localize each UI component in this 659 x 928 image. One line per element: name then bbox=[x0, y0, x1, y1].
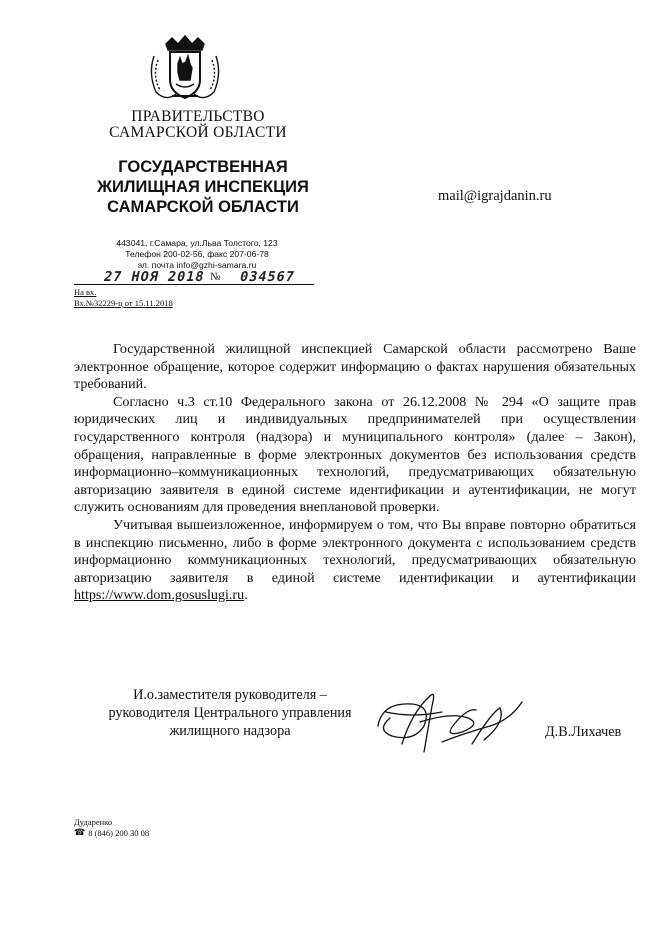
signer-name: Д.В.Лихачев bbox=[545, 724, 622, 740]
government-title-line1: ПРАВИТЕЛЬСТВО bbox=[131, 108, 265, 125]
phone-icon: ☎ bbox=[74, 828, 86, 838]
inspection-title-line1: ГОСУДАРСТВЕННАЯ bbox=[118, 158, 288, 176]
inspection-title-line2: ЖИЛИЩНАЯ ИНСПЕКЦИЯ bbox=[97, 178, 309, 196]
email-line: эл. почта info@gzhi-samara.ru bbox=[137, 260, 257, 270]
number-label: № bbox=[210, 271, 221, 283]
inspection-title-line3: САМАРСКОЙ ОБЛАСТИ bbox=[107, 198, 299, 216]
signer-position-line1: И.о.заместителя руководителя – bbox=[133, 687, 327, 703]
address-line: 443041, г.Самара, ул.Льва Толстого, 123 bbox=[116, 238, 278, 248]
body-paragraph-3-text: Учитывая вышеизложенное, информируем о том, что Вы вправе повторно обратиться в инспекцию письменно, либо в форме электронного документа с использованием средств информационно коммуникационных технологий, предусматривающих обязательную авторизацию заявителя в единой системе идентификации и аутентификации bbox=[74, 516, 636, 586]
gosuslugi-link[interactable]: https://www.dom.gosuslugi.ru bbox=[74, 587, 245, 604]
executor-name: Дударенко bbox=[74, 817, 113, 827]
body-paragraph-1: Государственной жилищной инспекцией Самарской области рассмотрено Ваше электронное обращение, которое содержит информацию о фактах нарушения обязательных требований. bbox=[74, 341, 636, 393]
signer-position-line3: жилищного надзора bbox=[169, 723, 291, 739]
reference-value: Вх.№32229-ц от 15.11.2018 bbox=[74, 298, 173, 308]
phone-fax-line: Телефон 200-02-56, факс 207-06-78 bbox=[125, 249, 269, 259]
signer-position-line2: руководителя Центрального управления bbox=[108, 705, 352, 721]
number-stamp: 034567 bbox=[238, 269, 297, 285]
coat-of-arms-emblem bbox=[146, 34, 224, 104]
body-paragraph-2: Согласно ч.3 ст.10 Федерального закона от 26.12.2008 № 294 «О защите прав юридических лиц и индивидуальных предпринимателей при осуществлении государственного контроля (надзора) и муниципального контроля» (далее – Закон), обращения, направленные в форме электронных документов без использования средств информационно–коммуникационных технологий, предусматривающих обязательную авторизацию заявителя в единой системе идентификации и аутентификации, не могут служить основаниям для проведения внеплановой проверки. bbox=[74, 393, 636, 516]
date-stamp: 27 НОЯ 2018 bbox=[102, 269, 207, 285]
body-paragraph-3 bbox=[74, 517, 636, 605]
reference-label: На вх. bbox=[74, 287, 97, 297]
handwritten-signature bbox=[372, 682, 532, 766]
executor-phone-row bbox=[74, 828, 149, 838]
government-title-line2: САМАРСКОЙ ОБЛАСТИ bbox=[109, 124, 287, 141]
recipient-email: mail@igrajdanin.ru bbox=[438, 188, 552, 204]
body-paragraph-3-end: . bbox=[244, 587, 248, 604]
executor-phone: 8 (846) 200 30 08 bbox=[88, 828, 150, 838]
letter-body bbox=[74, 341, 636, 605]
